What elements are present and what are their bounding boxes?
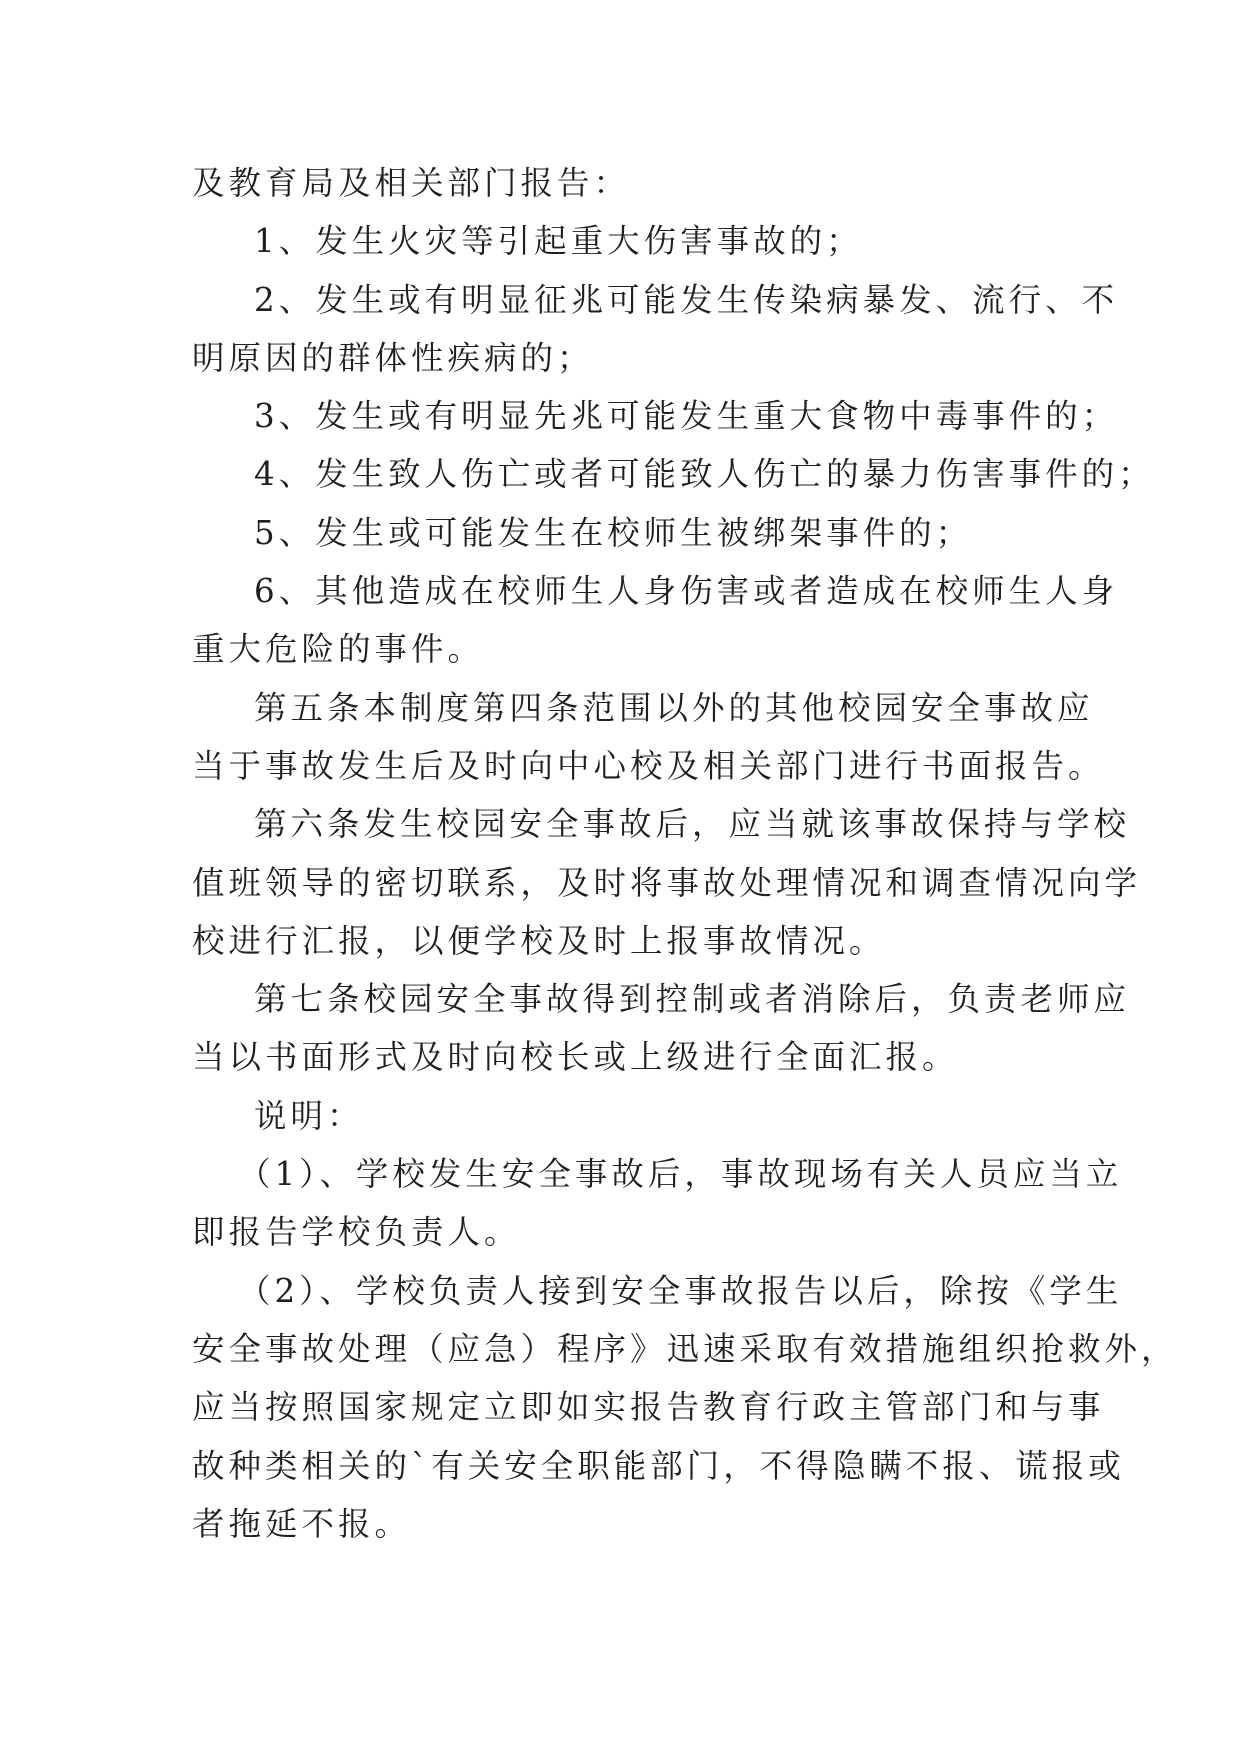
list-item-3: 3、发生或有明显先兆可能发生重大食物中毒事件的； (254, 397, 1119, 436)
document-body (192, 154, 1178, 1553)
text-line: 值班领导的密切联系，及时将事故处理情况和调查情况向学 (192, 863, 1142, 902)
list-item-4: 4、发生致人伤亡或者可能致人伤亡的暴力伤害事件的； (254, 455, 1155, 494)
text-line: 及教育局及相关部门报告： (192, 164, 631, 202)
text-line: 者拖延不报。 (192, 1504, 412, 1543)
list-item-6: 6、其他造成在校师生人身伤害或者造成在校师生人身 (254, 572, 1119, 611)
text-line: 当以书面形式及时向校长或上级进行全面汇报。 (192, 1038, 959, 1077)
text-line: 当于事故发生后及时向中心校及相关部门进行书面报告。 (192, 746, 1105, 785)
text-line: 应当按照国家规定立即如实报告教育行政主管部门和与事 (192, 1388, 1105, 1427)
note-1: （1）、学校发生安全事故后，事故现场有关人员应当立 (238, 1155, 1123, 1194)
list-item-5: 5、发生或可能发生在校师生被绑架事件的； (254, 513, 973, 552)
text-line: 校进行汇报，以便学校及时上报事故情况。 (192, 921, 886, 960)
article-7: 第七条校园安全事故得到控制或者消除后，负责老师应 (254, 980, 1131, 1019)
text-line: 重大危险的事件。 (192, 630, 485, 669)
note-2: （2）、学校负责人接到安全事故报告以后，除按《学生 (238, 1271, 1123, 1310)
text-line: 即报告学校负责人。 (192, 1213, 521, 1252)
article-5: 第五条本制度第四条范围以外的其他校园安全事故应 (254, 688, 1094, 727)
article-6: 第六条发生校园安全事故后，应当就该事故保持与学校 (254, 805, 1131, 844)
text-line: 安全事故处理（应急）程序》迅速采取有效措施组织抢救外， (192, 1329, 1178, 1368)
notes-heading: 说明： (254, 1096, 364, 1135)
text-line: 故种类相关的`有关安全职能部门，不得隐瞒不报、谎报或 (192, 1446, 1125, 1485)
list-item-1: 1、发生火灾等引起重大伤害事故的； (254, 222, 863, 261)
text-line: 明原因的群体性疾病的； (192, 338, 594, 377)
list-item-2: 2、发生或有明显征兆可能发生传染病暴发、流行、不 (254, 280, 1119, 319)
